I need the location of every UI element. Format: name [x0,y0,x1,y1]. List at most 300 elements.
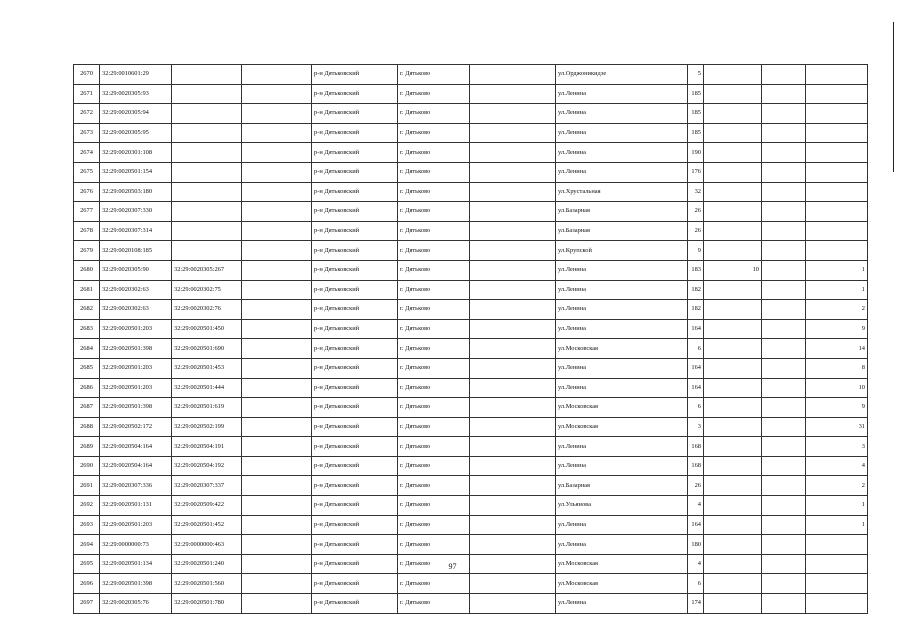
cell-extra-1 [704,202,762,222]
cell-cadastral-number: 32:29:0020503:180 [100,182,172,202]
cell-street: ул.Базарная [556,221,688,241]
cell-apartment-number [806,182,868,202]
cell-blank-column-2 [470,280,556,300]
cell-blank-column-2 [470,535,556,555]
cell-extra-2 [762,515,806,535]
cell-blank-column-2 [470,378,556,398]
cell-apartment-number [806,241,868,261]
cell-row-number: 2697 [74,594,100,614]
cell-building-cadastral-number: 32:29:0020302:75 [172,280,242,300]
cell-district: р-н Дятьковский [312,260,398,280]
cell-blank-column-2 [470,417,556,437]
table-row [74,378,868,398]
cell-street: ул.Ленина [556,123,688,143]
table-row [74,358,868,378]
table-row [74,162,868,182]
cell-house-number: 164 [688,358,704,378]
cell-blank-column-2 [470,143,556,163]
cell-house-number: 4 [688,496,704,516]
cell-street: ул.Ленина [556,300,688,320]
cell-blank-column [242,84,312,104]
cell-city: г. Дятьково [398,280,470,300]
cell-extra-2 [762,339,806,359]
cell-blank-column [242,437,312,457]
cell-district: р-н Дятьковский [312,300,398,320]
cell-house-number: 168 [688,437,704,457]
cell-extra-1: 10 [704,260,762,280]
cell-building-cadastral-number: 32:29:0020509:422 [172,496,242,516]
cell-street: ул.Ленина [556,104,688,124]
cell-row-number: 2691 [74,476,100,496]
cell-street: ул.Ленина [556,378,688,398]
cell-extra-2 [762,221,806,241]
cell-district: р-н Дятьковский [312,358,398,378]
cell-blank-column-2 [470,202,556,222]
cell-blank-column [242,104,312,124]
cell-cadastral-number: 32:29:0020501:398 [100,398,172,418]
cell-house-number: 5 [688,65,704,85]
cell-extra-2 [762,378,806,398]
cell-extra-1 [704,104,762,124]
cell-city: г. Дятьково [398,437,470,457]
cell-building-cadastral-number: 32:29:0000000:463 [172,535,242,555]
cell-cadastral-number: 32:29:0020307:330 [100,202,172,222]
table-row [74,319,868,339]
cell-blank-column-2 [470,241,556,261]
cell-house-number: 4 [688,554,704,574]
cell-city: г. Дятьково [398,554,470,574]
cell-building-cadastral-number [172,104,242,124]
cell-district: р-н Дятьковский [312,594,398,614]
cell-street: ул.Ульянова [556,496,688,516]
cell-blank-column-2 [470,437,556,457]
cell-house-number: 182 [688,300,704,320]
cell-cadastral-number: 32:29:0020305:93 [100,84,172,104]
cell-blank-column [242,65,312,85]
cell-building-cadastral-number: 32:29:0020501:453 [172,358,242,378]
cell-apartment-number [806,574,868,594]
cell-district: р-н Дятьковский [312,202,398,222]
page-edge-line [893,22,894,172]
cell-apartment-number: 4 [806,456,868,476]
cell-blank-column-2 [470,398,556,418]
cell-street: ул.Ленина [556,456,688,476]
cell-street: ул.Московская [556,417,688,437]
cell-cadastral-number: 32:29:0020504:164 [100,456,172,476]
cell-district: р-н Дятьковский [312,496,398,516]
cell-district: р-н Дятьковский [312,515,398,535]
cell-street: ул.Ленина [556,515,688,535]
cell-row-number: 2695 [74,554,100,574]
cell-extra-2 [762,398,806,418]
cell-row-number: 2687 [74,398,100,418]
cell-street: ул.Московская [556,339,688,359]
cell-building-cadastral-number: 32:29:0020305:267 [172,260,242,280]
cell-house-number: 183 [688,260,704,280]
cell-row-number: 2696 [74,574,100,594]
cell-extra-2 [762,162,806,182]
cell-building-cadastral-number [172,241,242,261]
cell-city: г. Дятьково [398,182,470,202]
cell-blank-column [242,221,312,241]
cell-district: р-н Дятьковский [312,162,398,182]
cell-extra-2 [762,456,806,476]
cell-extra-2 [762,358,806,378]
cell-district: р-н Дятьковский [312,437,398,457]
table-body [74,65,868,614]
cell-building-cadastral-number: 32:29:0020501:780 [172,594,242,614]
cell-extra-2 [762,84,806,104]
cell-house-number: 185 [688,104,704,124]
cell-blank-column [242,456,312,476]
cell-district: р-н Дятьковский [312,143,398,163]
cell-blank-column-2 [470,300,556,320]
cell-house-number: 185 [688,123,704,143]
cell-extra-2 [762,241,806,261]
cell-extra-1 [704,221,762,241]
cell-extra-2 [762,319,806,339]
cell-street: ул.Московская [556,554,688,574]
cell-extra-1 [704,162,762,182]
cell-city: г. Дятьково [398,339,470,359]
cell-house-number: 180 [688,535,704,555]
cell-extra-1 [704,358,762,378]
cell-extra-2 [762,300,806,320]
cell-extra-1 [704,476,762,496]
cell-blank-column-2 [470,162,556,182]
cell-city: г. Дятьково [398,104,470,124]
cell-district: р-н Дятьковский [312,476,398,496]
cell-house-number: 6 [688,339,704,359]
cell-district: р-н Дятьковский [312,574,398,594]
cell-building-cadastral-number: 32:29:0020501:452 [172,515,242,535]
cell-blank-column [242,260,312,280]
table-row [74,456,868,476]
cell-row-number: 2688 [74,417,100,437]
cell-building-cadastral-number: 32:29:0020504:191 [172,437,242,457]
cell-blank-column [242,202,312,222]
table-row [74,398,868,418]
cell-cadastral-number: 32:29:0020501:203 [100,319,172,339]
cell-house-number: 26 [688,221,704,241]
cell-street: ул.Ленина [556,143,688,163]
cell-house-number: 185 [688,84,704,104]
cell-blank-column [242,398,312,418]
cell-house-number: 26 [688,476,704,496]
cell-cadastral-number: 32:29:0020501:203 [100,378,172,398]
cell-cadastral-number: 32:29:0020501:203 [100,515,172,535]
cell-row-number: 2683 [74,319,100,339]
cell-city: г. Дятьково [398,143,470,163]
cell-row-number: 2679 [74,241,100,261]
cell-city: г. Дятьково [398,378,470,398]
cell-district: р-н Дятьковский [312,241,398,261]
cell-apartment-number: 8 [806,358,868,378]
table-row [74,437,868,457]
cell-apartment-number [806,84,868,104]
cell-cadastral-number: 32:29:0020305:94 [100,104,172,124]
cell-city: г. Дятьково [398,162,470,182]
cell-apartment-number [806,535,868,555]
cell-building-cadastral-number: 32:29:0020501:690 [172,339,242,359]
table-row [74,496,868,516]
cell-cadastral-number: 32:29:0020501:203 [100,358,172,378]
cell-street: ул.Ленина [556,260,688,280]
cell-apartment-number: 10 [806,378,868,398]
cell-district: р-н Дятьковский [312,456,398,476]
cell-cadastral-number: 32:29:0020504:164 [100,437,172,457]
cell-district: р-н Дятьковский [312,398,398,418]
cell-street: ул.Орджоникидзе [556,65,688,85]
cell-blank-column [242,339,312,359]
cell-house-number: 182 [688,280,704,300]
table-row [74,594,868,614]
cell-house-number: 176 [688,162,704,182]
cell-extra-1 [704,417,762,437]
cell-extra-1 [704,339,762,359]
cell-district: р-н Дятьковский [312,104,398,124]
cell-apartment-number [806,123,868,143]
table-row [74,260,868,280]
cell-blank-column-2 [470,358,556,378]
table-row [74,241,868,261]
cell-blank-column-2 [470,574,556,594]
cell-row-number: 2693 [74,515,100,535]
cell-blank-column [242,358,312,378]
cell-extra-1 [704,515,762,535]
cell-building-cadastral-number [172,182,242,202]
cell-apartment-number: 1 [806,280,868,300]
cell-row-number: 2689 [74,437,100,457]
table-row [74,65,868,85]
cell-extra-2 [762,496,806,516]
cell-apartment-number [806,202,868,222]
cell-house-number: 6 [688,574,704,594]
cell-apartment-number: 9 [806,319,868,339]
cell-district: р-н Дятьковский [312,65,398,85]
cell-city: г. Дятьково [398,515,470,535]
cell-blank-column [242,280,312,300]
cell-blank-column-2 [470,84,556,104]
cell-extra-1 [704,398,762,418]
cell-city: г. Дятьково [398,358,470,378]
cell-blank-column-2 [470,123,556,143]
cell-street: ул.Ленина [556,319,688,339]
cell-building-cadastral-number: 32:29:0020504:192 [172,456,242,476]
cell-apartment-number: 1 [806,260,868,280]
cell-extra-1 [704,378,762,398]
cell-row-number: 2680 [74,260,100,280]
cell-street: ул.Базарная [556,476,688,496]
cell-building-cadastral-number [172,143,242,163]
cell-district: р-н Дятьковский [312,554,398,574]
table-row [74,300,868,320]
cell-building-cadastral-number: 32:29:0020501:619 [172,398,242,418]
cell-district: р-н Дятьковский [312,221,398,241]
cell-blank-column [242,143,312,163]
cell-blank-column-2 [470,476,556,496]
cell-blank-column-2 [470,104,556,124]
cell-street: ул.Московская [556,574,688,594]
cell-street: ул.Хрустальная [556,182,688,202]
cell-blank-column-2 [470,515,556,535]
cell-extra-1 [704,496,762,516]
cell-row-number: 2692 [74,496,100,516]
cell-row-number: 2672 [74,104,100,124]
cell-blank-column-2 [470,594,556,614]
cell-city: г. Дятьково [398,202,470,222]
cell-apartment-number [806,162,868,182]
cell-row-number: 2681 [74,280,100,300]
cell-house-number: 164 [688,319,704,339]
cell-blank-column [242,574,312,594]
cell-building-cadastral-number [172,123,242,143]
cell-cadastral-number: 32:29:0020501:131 [100,496,172,516]
cell-extra-1 [704,280,762,300]
table-row [74,417,868,437]
cell-blank-column [242,417,312,437]
cell-house-number: 190 [688,143,704,163]
cell-extra-1 [704,594,762,614]
cell-blank-column-2 [470,456,556,476]
cell-cadastral-number: 32:29:0020305:90 [100,260,172,280]
cell-extra-1 [704,241,762,261]
cell-cadastral-number: 32:29:0020501:154 [100,162,172,182]
cell-cadastral-number: 32:29:0010601:29 [100,65,172,85]
table-row [74,515,868,535]
cell-extra-2 [762,123,806,143]
cell-city: г. Дятьково [398,535,470,555]
cell-extra-1 [704,535,762,555]
cell-street: ул.Ленина [556,535,688,555]
cell-extra-2 [762,104,806,124]
cell-row-number: 2694 [74,535,100,555]
cell-apartment-number [806,104,868,124]
cell-city: г. Дятьково [398,123,470,143]
cell-blank-column [242,378,312,398]
cell-district: р-н Дятьковский [312,123,398,143]
cell-blank-column [242,162,312,182]
cell-cadastral-number: 32:29:0000000:73 [100,535,172,555]
cell-blank-column [242,594,312,614]
cell-extra-1 [704,456,762,476]
cell-row-number: 2686 [74,378,100,398]
table-row [74,221,868,241]
cell-house-number: 3 [688,417,704,437]
table-row [74,476,868,496]
cell-apartment-number [806,221,868,241]
cell-building-cadastral-number [172,202,242,222]
cell-apartment-number [806,143,868,163]
cell-blank-column-2 [470,496,556,516]
cell-extra-1 [704,123,762,143]
cell-building-cadastral-number [172,221,242,241]
cell-row-number: 2675 [74,162,100,182]
cell-building-cadastral-number [172,162,242,182]
cell-blank-column [242,123,312,143]
cell-blank-column [242,535,312,555]
cell-city: г. Дятьково [398,496,470,516]
cell-cadastral-number: 32:29:0020302:63 [100,300,172,320]
cell-building-cadastral-number [172,65,242,85]
cell-cadastral-number: 32:29:0020501:134 [100,554,172,574]
cell-house-number: 164 [688,515,704,535]
table-row [74,280,868,300]
cell-house-number: 164 [688,378,704,398]
cell-row-number: 2670 [74,65,100,85]
cell-district: р-н Дятьковский [312,84,398,104]
cell-district: р-н Дятьковский [312,182,398,202]
table-row [74,123,868,143]
cell-blank-column-2 [470,339,556,359]
cell-extra-1 [704,143,762,163]
cell-building-cadastral-number: 32:29:0020501:560 [172,574,242,594]
cell-blank-column-2 [470,65,556,85]
cell-city: г. Дятьково [398,574,470,594]
cell-extra-1 [704,65,762,85]
cell-extra-2 [762,143,806,163]
registry-table [73,64,868,614]
cell-district: р-н Дятьковский [312,535,398,555]
cell-blank-column-2 [470,260,556,280]
cell-city: г. Дятьково [398,476,470,496]
cell-city: г. Дятьково [398,594,470,614]
table-row [74,182,868,202]
page-number: 97 [448,562,457,571]
cell-city: г. Дятьково [398,319,470,339]
cell-extra-1 [704,437,762,457]
cell-apartment-number: 2 [806,300,868,320]
cell-cadastral-number: 32:29:0020307:314 [100,221,172,241]
cell-blank-column [242,319,312,339]
cell-house-number: 174 [688,594,704,614]
cell-extra-2 [762,437,806,457]
cell-street: ул.Ленина [556,84,688,104]
cell-apartment-number: 2 [806,476,868,496]
cell-house-number: 6 [688,398,704,418]
cell-cadastral-number: 32:29:0020501:398 [100,574,172,594]
cell-cadastral-number: 32:29:0020501:398 [100,339,172,359]
cell-extra-1 [704,300,762,320]
cell-cadastral-number: 32:29:0020108:185 [100,241,172,261]
cell-row-number: 2685 [74,358,100,378]
cell-cadastral-number: 32:29:0020502:172 [100,417,172,437]
cell-apartment-number [806,594,868,614]
cell-apartment-number [806,65,868,85]
cell-apartment-number: 1 [806,496,868,516]
cell-row-number: 2677 [74,202,100,222]
cell-building-cadastral-number [172,84,242,104]
cell-apartment-number: 14 [806,339,868,359]
table-row [74,104,868,124]
cell-extra-1 [704,319,762,339]
cell-street: ул.Базарная [556,202,688,222]
cell-row-number: 2674 [74,143,100,163]
cell-street: ул.Ленина [556,280,688,300]
cell-building-cadastral-number: 32:29:0020501:450 [172,319,242,339]
cell-blank-column [242,496,312,516]
cell-building-cadastral-number: 32:29:0020501:240 [172,554,242,574]
cell-city: г. Дятьково [398,456,470,476]
cell-street: ул.Ленина [556,594,688,614]
cell-extra-1 [704,182,762,202]
cell-row-number: 2673 [74,123,100,143]
cell-cadastral-number: 32:29:0020305:95 [100,123,172,143]
cell-row-number: 2676 [74,182,100,202]
cell-blank-column [242,241,312,261]
cell-cadastral-number: 32:29:0020301:108 [100,143,172,163]
cell-city: г. Дятьково [398,65,470,85]
